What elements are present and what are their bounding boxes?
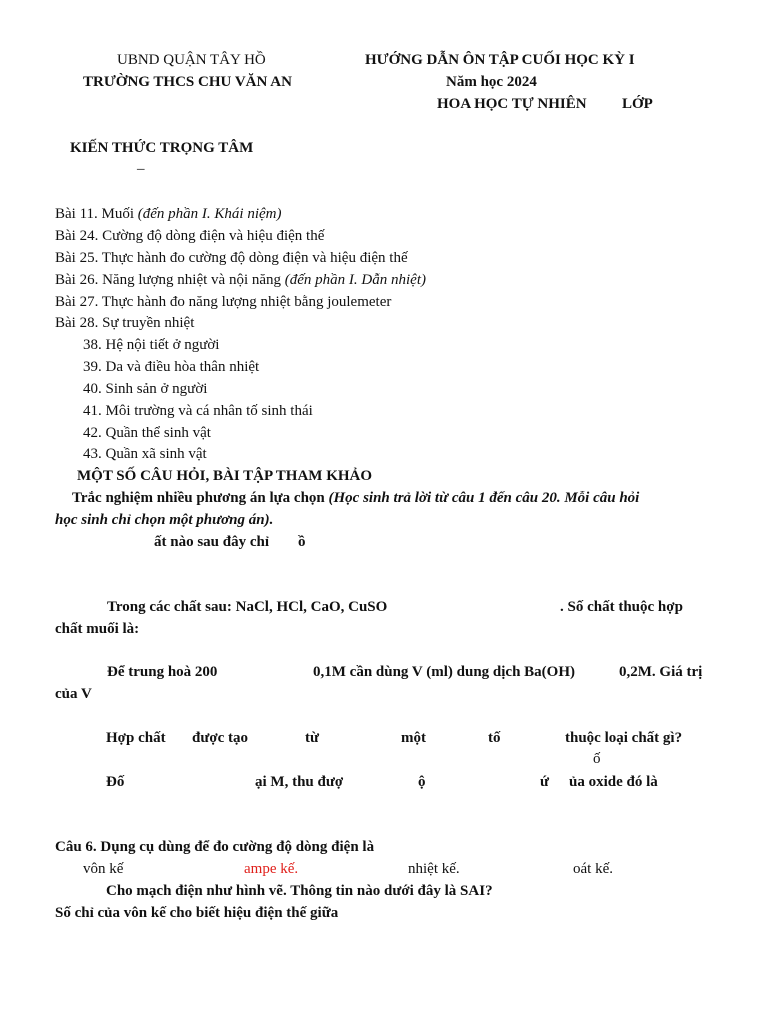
school-year: Năm học 2024 <box>446 74 537 90</box>
multiple-choice-instructions-cont: học sinh chỉ chọn một phương án). <box>55 512 274 528</box>
question-7-text: Cho mạch điện như hình vẽ. Thông tin nào dưới đây là SAI? <box>106 883 493 899</box>
school-name: TRƯỜNG THCS CHU VĂN AN <box>83 74 292 90</box>
question-6-text: Câu 6. Dụng cụ dùng để đo cường độ dòng điện là <box>55 839 375 855</box>
question-2-text-end: chất muối là: <box>55 621 140 637</box>
question-5-fragment: ại M, thu đượ <box>255 774 344 790</box>
lesson-item: Bài 28. Sự truyền nhiệt <box>55 315 195 331</box>
section-heading-exercises: MỘT SỐ CÂU HỎI, BÀI TẬP THAM KHẢO <box>77 468 373 484</box>
question-4-word: từ <box>305 730 319 746</box>
question-3-text-value: 0,2M. Giá trị <box>619 664 703 680</box>
question-5-fragment: ộ <box>418 774 426 790</box>
question-3-text-end: của V <box>55 686 92 702</box>
question-4-word: Hợp chất <box>106 730 166 746</box>
lesson-item: Bài 25. Thực hành đo cường độ dòng điện và hiệu điện thế <box>55 250 408 266</box>
lesson-item: Bài 11. Muối (đến phần I. Khái niệm) <box>55 206 282 222</box>
question-6-option-b-answer: ampe kế. <box>244 861 299 877</box>
question-4-word: được tạo <box>192 730 249 746</box>
question-5-fragment: Đố <box>106 774 125 790</box>
question-1-fragment: ất nào sau đây chỉ <box>154 534 270 550</box>
subject-name: HOA HỌC TỰ NHIÊN <box>437 96 587 112</box>
lesson-item: Bài 26. Năng lượng nhiệt và nội năng (đến phần I. Dẫn nhiệt) <box>55 272 426 288</box>
grade-label: LỚP <box>622 96 653 112</box>
bio-item: 42. Quần thể sinh vật <box>83 425 211 441</box>
question-1-tail: ồ <box>298 534 306 550</box>
question-3-text-cont: 0,1M cần dùng V (ml) dung dịch Ba(OH) <box>313 664 575 680</box>
question-5-fragment: ủa oxide đó là <box>569 774 658 790</box>
question-4-word: tố <box>488 730 501 746</box>
document-title: HƯỚNG DẪN ÔN TẬP CUỐI HỌC KỲ I <box>365 52 635 68</box>
question-7-subtext: Số chỉ của vôn kế cho biết hiệu điện thế giữa <box>55 905 339 921</box>
question-6-option-d: oát kế. <box>573 861 613 877</box>
question-6-option-a: vôn kế <box>83 861 124 877</box>
district-name: UBND QUẬN TÂY HỒ <box>117 52 266 68</box>
question-3-text: Để trung hoà 200 <box>107 664 218 680</box>
bio-item: 43. Quần xã sinh vật <box>83 446 207 462</box>
bio-item: 40. Sinh sản ở người <box>83 381 208 397</box>
bio-item: 38. Hệ nội tiết ở người <box>83 337 220 353</box>
section-heading-core-knowledge: KIẾN THỨC TRỌNG TÂM <box>70 140 254 156</box>
question-4-word: thuộc loại chất gì? <box>565 730 683 746</box>
question-4-tail: ố <box>593 751 601 767</box>
lesson-item: Bài 27. Thực hành đo năng lượng nhiệt bằng joulemeter <box>55 294 392 310</box>
multiple-choice-instructions: Trắc nghiệm nhiều phương án lựa chọn (Học sinh trả lời từ câu 1 đến câu 20. Mỗi câu hỏi <box>72 490 640 506</box>
question-4-word: một <box>401 730 426 746</box>
bio-item: 39. Da và điều hòa thân nhiệt <box>83 359 260 375</box>
question-5-fragment: ứ <box>540 774 550 790</box>
bio-item: 41. Môi trường và cá nhân tố sinh thái <box>83 403 313 419</box>
section-dash: – <box>137 161 145 177</box>
question-2-text-cont: . Số chất thuộc hợp <box>560 599 683 615</box>
lesson-item: Bài 24. Cường độ dòng điện và hiệu điện thế <box>55 228 325 244</box>
question-2-text: Trong các chất sau: NaCl, HCl, CaO, CuSO <box>107 599 388 615</box>
question-6-option-c: nhiệt kế. <box>408 861 460 877</box>
